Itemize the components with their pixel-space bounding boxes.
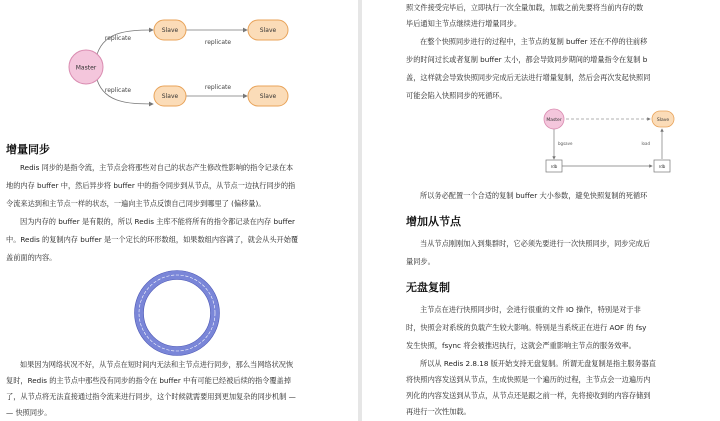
slave-label: Slave [656,118,670,123]
paragraph-line: Redis 同步的是指令流，主节点会将那些对自己的状态产生修改性影响的指令记录在本 [20,163,294,172]
paragraph-line: 盖，这样就会导致快照同步完成后无法进行增量复制，然后会再次发起快照同 [406,73,651,82]
slave-label: Slave [161,27,179,34]
paragraph-line: 因为内存的 buffer 是有限的，所以 Redis 主库不能将所有的指令都记录在内存 buffer [20,217,295,226]
paragraph-line: 列化的内容发送到从节点，从节点还是跟之前一样，先将接收到的内容存储到 [406,391,651,400]
paragraph-line: 照文件接受完毕后，立即执行一次全量加载，加载之前先要将当前内存的数 [406,3,644,12]
paragraph-line: 量同步。 [406,257,435,266]
master-slave-replication-diagram [0,0,358,135]
paragraph-line: 发生快照，fsync 将会被推迟执行，这就会严重影响主节点的服务效率。 [406,341,636,350]
heading-incremental-sync: 增量同步 [6,143,50,156]
right-page [362,0,720,421]
paragraph-line: 令流来达到和主节点一样的状态，一遍向主节点反馈自己同步到哪里了 (偏移量)。 [6,199,266,208]
paragraph-line: 毕后通知主节点继续进行增量同步。 [406,19,522,28]
slave-label: Slave [259,27,277,34]
heading-diskless-replication: 无盘复制 [406,281,450,294]
load-label: load [641,141,650,146]
edge-label: replicate [104,87,132,94]
heading-add-slave: 增加从节点 [406,215,461,228]
bgsave-label: bgsave [558,141,573,146]
slave-label: Slave [161,93,179,100]
paragraph-line: 盖前面的内容。 [6,253,57,262]
master-label: Master [75,64,97,72]
paragraph-line: 在整个快照同步进行的过程中，主节点的复制 buffer 还在不停的往前移 [420,37,648,46]
edge-label: replicate [204,39,232,46]
slave-label: Slave [259,93,277,100]
rdb-label: rdb [550,164,558,169]
snapshot-sync-diagram [522,105,720,185]
left-page [0,0,358,421]
paragraph-line: 步的时间过长或者复制 buffer 太小，都会导致同步期间的增量指令在复制 b [406,55,648,64]
paragraph-line: 时，快照会对系统的负载产生较大影响。特别是当系统正在进行 AOF 的 fsy [406,323,647,332]
ring-buffer-diagram [132,268,222,358]
paragraph-line: 所以从 Redis 2.8.18 版开始支持无盘复制。所谓无盘复制是指主服务器直 [420,359,656,368]
caption: 所以务必配置一个合适的复制 buffer 大小参数，避免快照复制的死循环 [420,191,648,200]
paragraph-line: 中。Redis 的复制内存 buffer 是一个定长的环形数组，如果数组内容满了，就会从头开始覆 [6,235,299,244]
rdb-label: rdb [658,164,666,169]
paragraph-line: 将快照内容发送到从节点，生成快照是一个遍历的过程，主节点会一边遍历内 [406,375,651,384]
edge-label: replicate [204,84,232,91]
paragraph-line: — 快照同步。 [6,408,52,417]
paragraph-line: 了，从节点将无法直接通过指令流来进行同步，这个时候就需要用到更加复杂的同步机制 — [6,392,296,401]
paragraph-line: 主节点在进行快照同步时，会进行很重的文件 IO 操作，特别是对于非 [420,305,641,314]
paragraph-line: 如果因为网络状况不好，从节点在短时间内无法和主节点进行同步，那么当网络状况恢 [20,360,294,369]
paragraph-line: 可能会陷入快照同步的死循环。 [406,91,507,100]
paragraph-line: 再进行一次性加载。 [406,407,471,416]
paragraph-line: 复时，Redis 的主节点中那些没有同步的指令在 buffer 中有可能已经被后续的指令覆盖掉 [6,376,291,385]
edge-label: replicate [104,35,132,42]
paragraph-line: 地的内存 buffer 中，然后异步将 buffer 中的指令同步到从节点，从节点一边执行同步的指 [6,181,296,190]
master-label: Master [546,118,562,123]
paragraph-line: 当从节点刚刚加入到集群时，它必须先要进行一次快照同步，同步完成后 [420,239,651,248]
